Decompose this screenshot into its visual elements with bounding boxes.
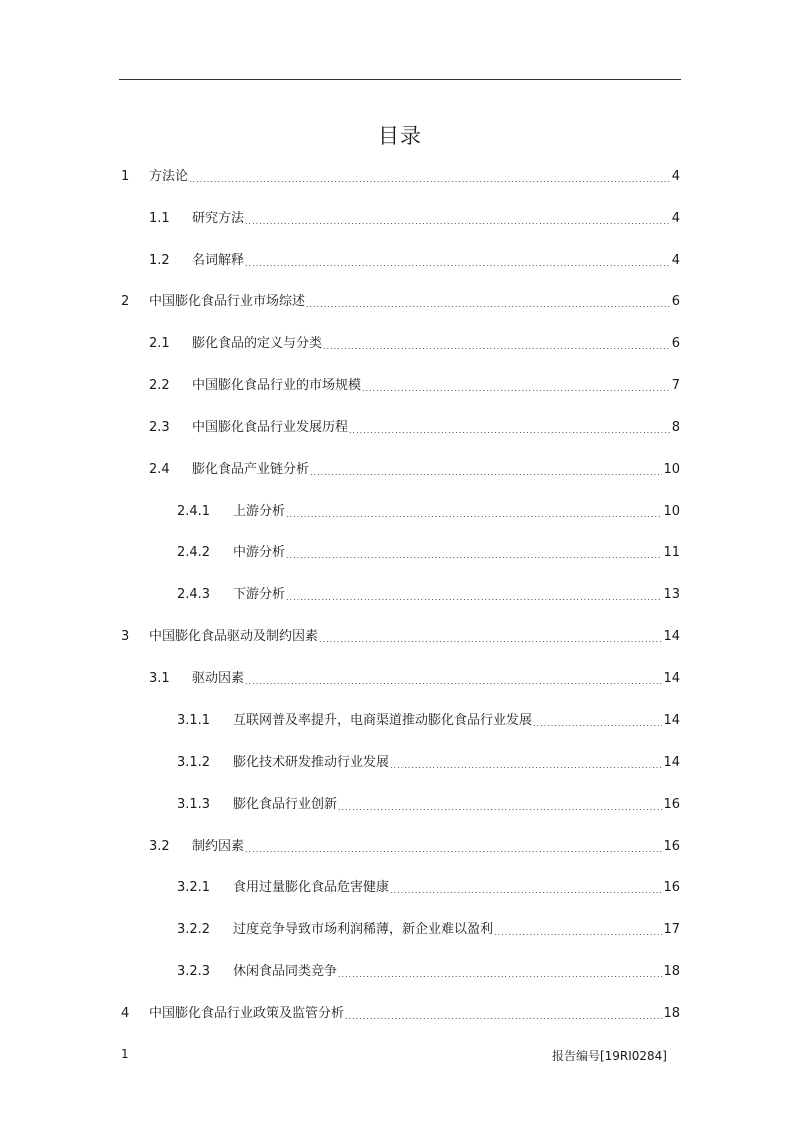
toc-entry-label: 驱动因素 bbox=[192, 671, 245, 686]
toc-entry-number: 3.1 bbox=[149, 671, 170, 686]
dot-leader bbox=[362, 379, 671, 399]
footer-report-id: 报告编号[19RI0284] bbox=[551, 1049, 667, 1063]
toc-entry[interactable] bbox=[121, 167, 680, 187]
dot-leader bbox=[245, 840, 662, 860]
toc-entry-page: 4 bbox=[671, 253, 680, 268]
dot-leader bbox=[310, 463, 662, 483]
toc-entry-label: 食用过量膨化食品危害健康 bbox=[233, 880, 390, 895]
toc-entry-page: 11 bbox=[663, 545, 680, 560]
toc-entry-number: 3.2 bbox=[149, 839, 170, 854]
toc-entry-number: 2 bbox=[121, 294, 130, 309]
dot-leader bbox=[245, 254, 671, 274]
toc-entry[interactable] bbox=[177, 543, 680, 563]
dot-leader bbox=[189, 170, 671, 190]
toc-entry-number: 2.4.3 bbox=[177, 587, 211, 602]
toc-entry-label: 中国膨化食品行业发展历程 bbox=[192, 420, 349, 435]
toc-entry[interactable] bbox=[149, 418, 680, 438]
toc-entry[interactable] bbox=[177, 795, 680, 815]
toc-entry-number: 3.2.2 bbox=[177, 922, 211, 937]
toc-entry-page: 6 bbox=[671, 336, 680, 351]
toc-entry-label: 中国膨化食品驱动及制约因素 bbox=[149, 629, 319, 644]
dot-leader bbox=[286, 505, 662, 525]
toc-entry-number: 3.2.3 bbox=[177, 964, 211, 979]
toc-entry-label: 休闲食品同类竞争 bbox=[233, 964, 338, 979]
toc-entry-page: 8 bbox=[671, 420, 680, 435]
toc-entry-page: 13 bbox=[663, 587, 680, 602]
toc-entry-label: 方法论 bbox=[149, 169, 189, 184]
dot-leader bbox=[338, 965, 662, 985]
header-rule bbox=[119, 79, 681, 80]
toc-entry[interactable] bbox=[121, 292, 680, 312]
toc-entry-page: 18 bbox=[663, 1006, 680, 1021]
toc-entry-page: 18 bbox=[663, 964, 680, 979]
toc-entry-label: 互联网普及率提升，电商渠道推动膨化食品行业发展 bbox=[233, 713, 533, 728]
toc-entry-number: 2.4.1 bbox=[177, 504, 211, 519]
dot-leader bbox=[323, 337, 671, 357]
toc-entry-page: 10 bbox=[663, 504, 680, 519]
toc-entry[interactable] bbox=[149, 837, 680, 857]
toc-entry-page: 16 bbox=[663, 797, 680, 812]
toc-entry-label: 上游分析 bbox=[233, 504, 286, 519]
dot-leader bbox=[533, 714, 662, 734]
toc-entry-page: 14 bbox=[663, 755, 680, 770]
toc-entry-label: 膨化食品产业链分析 bbox=[192, 462, 310, 477]
toc-entry-page: 6 bbox=[671, 294, 680, 309]
toc-entry-number: 2.2 bbox=[149, 378, 170, 393]
dot-leader bbox=[286, 546, 662, 566]
toc-entry[interactable] bbox=[149, 209, 680, 229]
dot-leader bbox=[345, 1007, 662, 1027]
dot-leader bbox=[390, 881, 662, 901]
toc-entry-label: 中国膨化食品行业政策及监管分析 bbox=[149, 1006, 345, 1021]
toc-entry-page: 4 bbox=[671, 211, 680, 226]
dot-leader bbox=[245, 672, 662, 692]
toc-entry-label: 中游分析 bbox=[233, 545, 286, 560]
toc-entry-number: 2.4 bbox=[149, 462, 170, 477]
toc-entry-label: 中国膨化食品行业的市场规模 bbox=[192, 378, 362, 393]
toc-entry-label: 名词解释 bbox=[192, 253, 245, 268]
toc-entry-number: 1.2 bbox=[149, 253, 170, 268]
dot-leader bbox=[306, 295, 671, 315]
dot-leader bbox=[349, 421, 671, 441]
toc-entry[interactable] bbox=[177, 920, 680, 940]
toc-entry[interactable] bbox=[149, 460, 680, 480]
toc-entry[interactable] bbox=[149, 251, 680, 271]
toc-entry-page: 10 bbox=[663, 462, 680, 477]
toc-entry-label: 过度竞争导致市场利润稀薄，新企业难以盈利 bbox=[233, 922, 494, 937]
toc-entry-number: 1 bbox=[121, 169, 130, 184]
dot-leader bbox=[245, 212, 671, 232]
toc-entry-number: 3.2.1 bbox=[177, 880, 211, 895]
toc-entry[interactable] bbox=[121, 627, 680, 647]
toc-entry-page: 16 bbox=[663, 839, 680, 854]
toc-entry-page: 4 bbox=[671, 169, 680, 184]
dot-leader bbox=[390, 756, 662, 776]
toc-entry-label: 制约因素 bbox=[192, 839, 245, 854]
toc-entry-page: 14 bbox=[663, 629, 680, 644]
toc-entry-number: 3.1.1 bbox=[177, 713, 211, 728]
dot-leader bbox=[319, 630, 662, 650]
toc-entry-number: 4 bbox=[121, 1006, 130, 1021]
toc-entry-number: 3 bbox=[121, 629, 130, 644]
toc-entry[interactable] bbox=[177, 753, 680, 773]
toc-title: 目录 bbox=[378, 124, 422, 148]
toc-entry-page: 17 bbox=[663, 922, 680, 937]
toc-entry-number: 3.1.2 bbox=[177, 755, 211, 770]
toc-entry-page: 14 bbox=[663, 713, 680, 728]
toc-entry-number: 3.1.3 bbox=[177, 797, 211, 812]
toc-entry[interactable] bbox=[121, 1004, 680, 1024]
toc-entry-page: 16 bbox=[663, 880, 680, 895]
toc-entry[interactable] bbox=[177, 711, 680, 731]
toc-entry-label: 膨化食品的定义与分类 bbox=[192, 336, 323, 351]
toc-entry-label: 研究方法 bbox=[192, 211, 245, 226]
toc-entry-page: 7 bbox=[671, 378, 680, 393]
toc-entry[interactable] bbox=[149, 376, 680, 396]
toc-entry[interactable] bbox=[177, 502, 680, 522]
toc-entry-number: 2.1 bbox=[149, 336, 170, 351]
dot-leader bbox=[494, 923, 662, 943]
toc-entry[interactable] bbox=[149, 334, 680, 354]
toc-entry[interactable] bbox=[177, 585, 680, 605]
footer-page-number: 1 bbox=[121, 1047, 129, 1061]
toc-entry-number: 2.4.2 bbox=[177, 545, 211, 560]
toc-entry-number: 2.3 bbox=[149, 420, 170, 435]
toc-entry-label: 中国膨化食品行业市场综述 bbox=[149, 294, 306, 309]
toc-entry[interactable] bbox=[149, 669, 680, 689]
dot-leader bbox=[286, 588, 662, 608]
toc-entry[interactable] bbox=[177, 962, 680, 982]
toc-entry[interactable] bbox=[177, 878, 680, 898]
toc-entry-number: 1.1 bbox=[149, 211, 170, 226]
toc-entry-label: 下游分析 bbox=[233, 587, 286, 602]
toc-entry-label: 膨化食品行业创新 bbox=[233, 797, 338, 812]
toc-entry-page: 14 bbox=[663, 671, 680, 686]
dot-leader bbox=[338, 798, 662, 818]
toc-entry-label: 膨化技术研发推动行业发展 bbox=[233, 755, 390, 770]
